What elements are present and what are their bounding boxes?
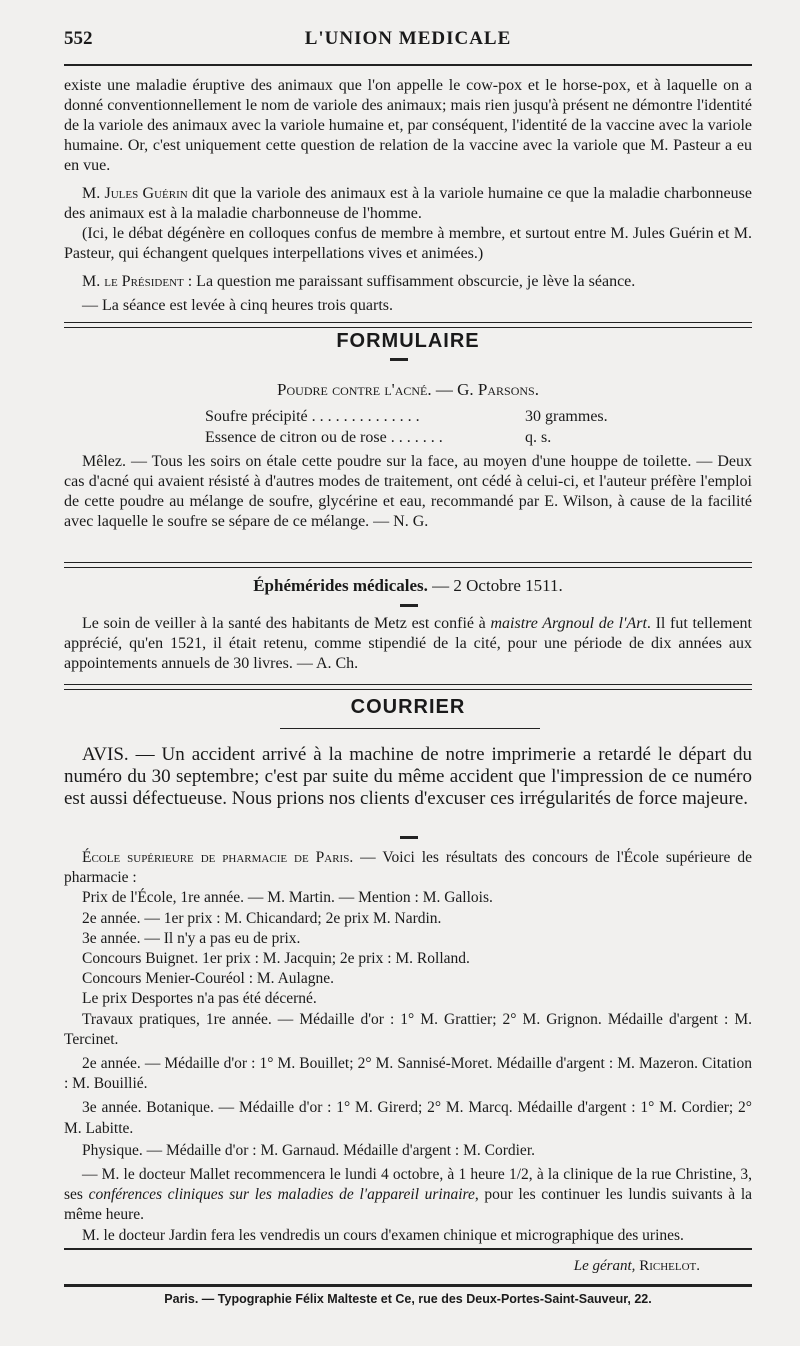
intro-paragraph-2 <box>64 184 752 224</box>
leader-dots: . . . . . . . . . . . . . . <box>307 408 420 425</box>
courrier-underline <box>280 728 540 729</box>
recipe-title: Poudre contre l'acné. — G. Parsons. <box>277 380 539 399</box>
signature-label: Le gérant, <box>573 1258 636 1274</box>
ingredient-quantity: q. s. <box>525 429 552 446</box>
section-dash <box>400 836 418 839</box>
mallet-notice <box>64 1165 752 1226</box>
closing-rule <box>64 1248 752 1250</box>
result-line: Le prix Desportes n'a pas été décerné. <box>82 990 317 1008</box>
result-line: Concours Buignet. 1er prix : M. Jacquin; 2e prix : M. Rolland. <box>82 950 470 968</box>
page-number: 552 <box>64 28 93 49</box>
result-line: 2e année. — 1er prix : M. Chicandard; 2e prix M. Nardin. <box>82 909 442 927</box>
result-line: 3e année. — Il n'y a pas eu de prix. <box>82 929 301 947</box>
result-line: Prix de l'École, 1re année. — M. Martin. — Mention : M. Gallois. <box>82 889 493 907</box>
mallet-course-title: conférences cliniques sur les maladies de l'appareil urinaire <box>88 1186 475 1204</box>
formulaire-text: Mêlez. — Tous les soirs on étale cette poudre sur la face, au moyen d'une houppe de toilette. — Deux cas d'acné qui avaient résisté à d'autres modes de traitement, ont cédé à celui-ci, et l'auteur préfère l'emploi de cette poudre au mélange de soufre, glycérine et eau, recommandé par E. Wilson, à cause de la facilité avec laquelle le soufre se sépare de ce mélange. — N. G. <box>64 453 752 530</box>
ecole-intro <box>64 848 752 888</box>
formulaire-heading: FORMULAIRE <box>336 330 480 352</box>
mallet-text-end: , pour les continuer les lundis suivants à la même heure. <box>64 1186 752 1224</box>
journal-title: L'UNION MEDICALE <box>304 28 512 49</box>
ingredient-name: Essence de citron ou de rose <box>205 429 387 446</box>
ephemerides-title: Éphémérides médicales. <box>253 576 428 595</box>
leader-dots: . . . . . . . <box>386 429 443 446</box>
ecole-intro-text: — Voici les résultats des concours de l'École supérieure de pharmacie : <box>64 849 752 887</box>
printer-footer: Paris. — Typographie Félix Malteste et Ce, rue des Deux-Portes-Saint-Sauveur, 22. <box>164 1292 652 1306</box>
courrier-heading: COURRIER <box>350 696 466 718</box>
heading-dash <box>390 358 408 361</box>
intro-paragraph-4-text: : La question me paraissant suffisamment obscurcie, je lève la séance. <box>183 273 636 290</box>
ephemerides-text-end: . Il fut tellement apprécié, qu'en 1521, il était retenu, comme stipendié de la cité, pour une période de dix années aux appointements annuels de 30 livres. — A. Ch. <box>64 615 753 672</box>
page-header <box>64 28 752 58</box>
travaux-line-2: 2e année. — Médaille d'or : 1° M. Bouillet; 2° M. Sannisé-Moret. Médaille d'argent : M. Mazeron. Citation : M. Bouillié. <box>64 1055 752 1093</box>
intro-section <box>64 76 752 316</box>
ecole-name: École supérieure de pharmacie de Paris. <box>82 849 354 866</box>
ephemerides-title-line <box>64 576 752 596</box>
ephemerides-name: maistre Argnoul de l'Art <box>490 615 647 632</box>
president-name: M. le Président <box>82 273 184 290</box>
intro-paragraph-1: existe une maladie éruptive des animaux que l'on appelle le cow-pox et le horse-pox, et à laquelle on a donné conventionnellement le nom de variole des animaux; mais rien jusqu'à présent ne démontre l'identité de la variole des animaux avec la variole humaine et, par conséquent, l'identité de la vaccine avec la variole humaine. Or, c'est uniquement cette question de relation de la vaccine avec la variole que M. Pasteur a eu en vue. <box>64 77 752 174</box>
ephemerides-text-start: Le soin de veiller à la santé des habitants de Metz est confié à <box>82 615 491 632</box>
ingredient-name: Soufre précipité <box>205 408 308 425</box>
jardin-notice: M. le docteur Jardin fera les vendredis un cours d'examen chinique et micrographique des urines. <box>82 1226 684 1244</box>
ecole-section <box>64 848 752 1246</box>
physique-line: Physique. — Médaille d'or : M. Garnaud. Médaille d'argent : M. Cordier. <box>82 1141 535 1159</box>
ingredient-list <box>205 406 635 448</box>
signature-name: Richelot. <box>635 1258 700 1274</box>
intro-paragraph-2-text: dit que la variole des animaux est à la variole humaine ce que la maladie charbonneuse des animaux est à la maladie charbonneuse de l'homme. <box>64 185 752 222</box>
section-dash <box>400 604 418 607</box>
formulaire-rule <box>64 322 752 328</box>
ephemerides-date: — 2 Octobre 1511. <box>427 576 563 595</box>
intro-paragraph-3: (Ici, le débat dégénère en colloques confus de membre à membre, et surtout entre M. Jules Guérin et M. Pasteur, qui échangent quelques interpellations vives et animées.) <box>64 225 752 262</box>
intro-paragraph-5: — La séance est levée à cinq heures trois quarts. <box>82 297 393 314</box>
courrier-rule <box>64 684 752 690</box>
header-rule <box>64 64 752 66</box>
avis-notice: AVIS. — Un accident arrivé à la machine de notre imprimerie a retardé le départ du numéro du 30 septembre; c'est par suite du même accident que l'impression de ce numéro est aussi défectueuse. Nous prions nos clients d'excuser ces irrégularités de force majeure. <box>64 744 752 809</box>
speaker-name: M. Jules Guérin <box>82 185 188 202</box>
ingredient-row <box>205 427 635 448</box>
ingredient-row <box>205 406 635 427</box>
footer-rule <box>64 1284 752 1287</box>
ephemerides-rule <box>64 562 752 568</box>
ephemerides-text <box>64 614 752 674</box>
ingredient-quantity: 30 grammes. <box>525 408 608 425</box>
mallet-text-start: — M. le docteur Mallet recommencera le lundi 4 octobre, à 1 heure 1/2, à la clinique de la rue Christine, 3, ses <box>64 1166 752 1204</box>
signature <box>574 1258 700 1275</box>
travaux-line-3: 3e année. Botanique. — Médaille d'or : 1° M. Girerd; 2° M. Marcq. Médaille d'argent : 1° M. Cordier; 2° M. Labitte. <box>64 1099 752 1137</box>
intro-paragraph-4 <box>64 272 752 292</box>
result-line: Concours Menier-Couréol : M. Aulagne. <box>82 970 334 988</box>
travaux-line: Travaux pratiques, 1re année. — Médaille d'or : 1° M. Grattier; 2° M. Grignon. Médaille d'argent : M. Tercinet. <box>64 1010 752 1048</box>
